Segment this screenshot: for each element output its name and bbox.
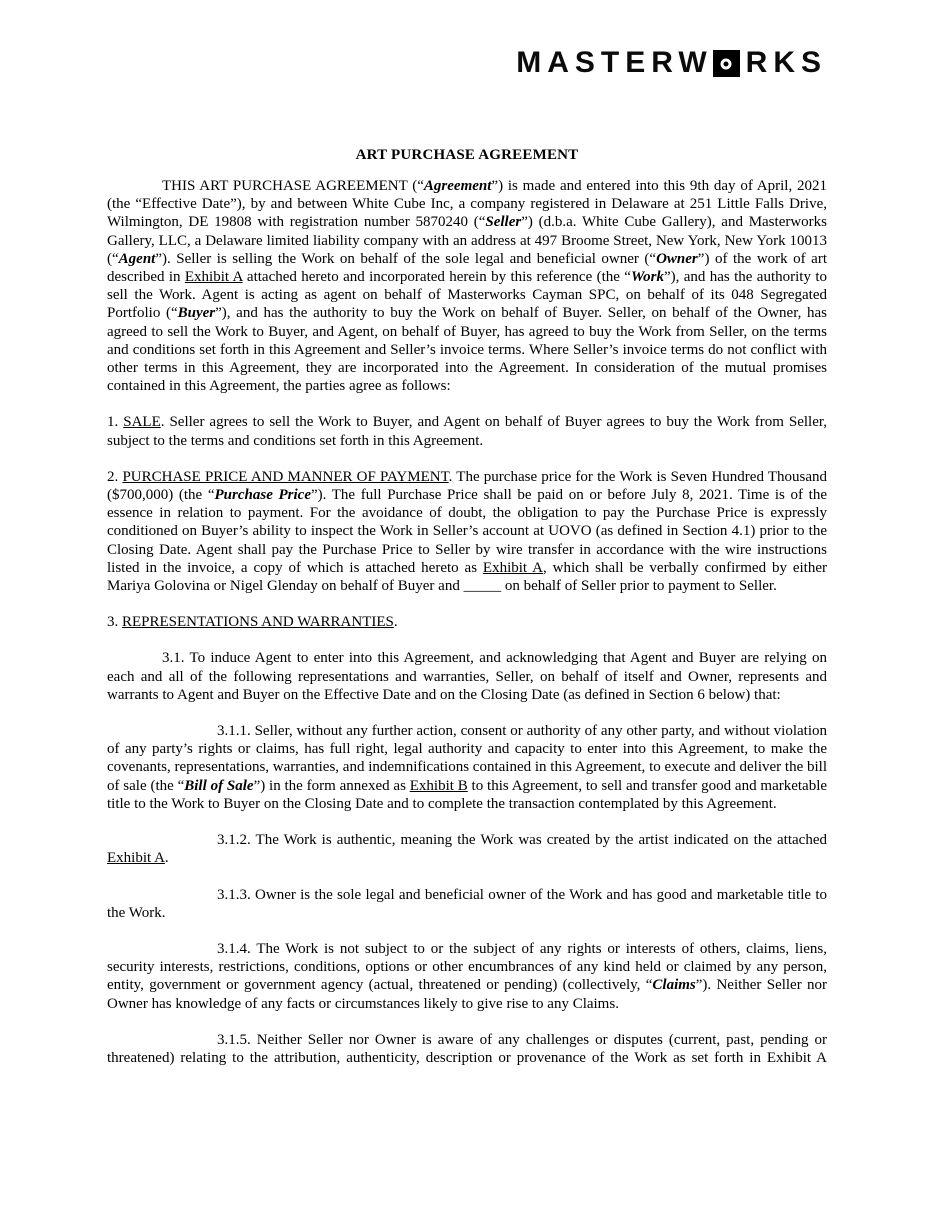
text-run: 3.1.2. The Work is authentic, meaning the Work was created by the artist indicated on the attached [217, 832, 827, 849]
text-run: 3.1.1. Seller, without any further action, consent or authority of any other party, and without violation of any party’s rights or claims, has full right, legal authority and capacity to enter into this Agreement, to make the covenants, representations, warranties, and indemnifications contained in this Agreement, to execute and deliver the bill of sale (the “ [107, 723, 827, 794]
paragraph-clause-3-1-5 [107, 1031, 827, 1067]
defined-term: Claims [652, 977, 696, 994]
logo-text-left: MASTERW [516, 46, 713, 80]
defined-term: Agreement [423, 178, 492, 194]
text-run: 3. [107, 614, 122, 631]
paragraph-clause-3-1 [107, 649, 827, 704]
paragraph-section-2-purchase-price [107, 468, 827, 595]
underlined-text: Exhibit B [409, 777, 468, 794]
defined-term: Owner [656, 250, 698, 267]
text-run: 1. [107, 414, 124, 431]
logo-o-icon [713, 50, 740, 77]
underlined-text: Exhibit A [107, 850, 165, 867]
logo-text-right: RKS [745, 46, 827, 80]
text-run: ”), and has the authority to buy the Work on behalf of Buyer. Seller, on behalf of the Owner, has agreed to sell the Work to Buyer, and Agent, on behalf of Buyer, has agreed to buy the Work from Seller, on the terms and conditions set forth in this Agreement and Seller’s invoice terms. Where Seller’s invoice terms do not conflict with other terms in this Agreement, they are incorporated into the Agreement. In consideration of the mutual promises contained in this Agreement, the parties agree as follows: [107, 305, 827, 395]
paragraph-section-1-sale [107, 413, 827, 449]
underlined-text: Exhibit A [482, 559, 543, 576]
paragraph-clause-3-1-4 [107, 940, 827, 1013]
text-run: , which shall be verbally confirmed by either Mariya Golovina or Nigel Glenday on behalf of Buyer and [107, 559, 828, 595]
logo-ring-icon [721, 58, 732, 69]
text-run: to this Agreement, to sell and transfer good and marketable title to the Work to Buyer on the Closing Date and to complete the transaction contemplated by this Agreement. [107, 777, 828, 812]
defined-term: Work [630, 269, 664, 286]
text-run: ”). Neither Seller nor Owner has knowledge of any facts or circumstances likely to give rise to any Claims. [107, 977, 828, 1012]
text-run: THIS ART PURCHASE AGREEMENT (“ [162, 178, 424, 194]
defined-term: Bill of Sale [184, 777, 254, 794]
defined-term: Buyer [177, 305, 216, 322]
paragraph-preamble [107, 177, 827, 395]
underlined-text: Exhibit A [184, 269, 243, 286]
masterworks-logo [516, 46, 827, 80]
text-run: ”), and has the authority to sell the Work. Agent is acting as agent on behalf of Masterworks Cayman SPC, on behalf of its 048 Segregated Portfolio (“ [107, 269, 827, 322]
paragraph-clause-3-1-1 [107, 722, 827, 813]
text-run: 3.1.5. Neither Seller nor Owner is aware of any challenges or disputes (current, past, pending or threatened) relating to the attribution, authenticity, description or provenance of the Work as set forth in Exhibit A [107, 1031, 827, 1066]
text-run: ”). Seller is selling the Work on behalf of the sole legal and beneficial owner (“ [155, 250, 657, 267]
text-run: ”) of the work of art described in [107, 250, 827, 286]
text-run: attached hereto and incorporated herein by this reference (the “ [242, 269, 631, 286]
text-run: . Seller agrees to sell the Work to Buyer, and Agent on behalf of Buyer agrees to buy the Work from Seller, subject to the terms and conditions set forth in this Agreement. [107, 414, 828, 449]
text-run: on behalf of Seller prior to payment to Seller. [501, 578, 777, 595]
defined-term: Agent [118, 250, 156, 267]
paragraph-section-3-heading [107, 613, 827, 631]
underlined-text: REPRESENTATIONS AND WARRANTIES [122, 614, 394, 631]
text-run: 3.1. To induce Agent to enter into this Agreement, and acknowledging that Agent and Buyer are relying on each and all of the following representations and warranties, Seller, on behalf of itself and Owner, represents and warrants to Agent and Buyer on the Effective Date and on the Closing Date (as defined in Section 6 below) that: [107, 650, 827, 703]
text-run: ”) in the form annexed as [253, 777, 410, 794]
text-run: ”) is made and entered into this 9th day of April, 2021 (the “Effective Date”), by and between White Cube Inc, a company registered in Delaware at 251 Little Falls Drive, Wilmington, DE 19808 with registration number 5870240 (“ [107, 178, 827, 231]
defined-term: Seller [485, 214, 522, 231]
text-run: . [164, 850, 169, 867]
text-run: 3.1.3. Owner is the sole legal and beneficial owner of the Work and has good and marketable title to the Work. [107, 886, 827, 921]
document-title: ART PURCHASE AGREEMENT [355, 147, 579, 163]
text-run: ”). The full Purchase Price shall be paid on or before July 8, 2021. Time is of the essence in relation to payment. For the avoidance of doubt, the obligation to pay the Purchase Price is expressly conditioned on Buyer’s ability to inspect the Work in Seller’s account at UOVO (as defined in Section 4.1) prior to the Closing Date. Agent shall pay the Purchase Price to Seller by wire transfer in accordance with the wire instructions listed in the invoice, a copy of which is attached hereto as [107, 487, 827, 576]
paragraph-clause-3-1-2 [107, 831, 827, 867]
text-run: ”) (d.b.a. White Cube Gallery), and Masterworks Gallery, LLC, a Delaware limited liability company with an address at 497 Broome Street, New York, New York 10013 (“ [107, 214, 828, 267]
text-run: . The purchase price for the Work is Seven Hundred Thousand ($700,000) (the “ [107, 468, 827, 504]
text-run: 3.1.4. The Work is not subject to or the subject of any rights or interests of others, claims, liens, security interests, restrictions, conditions, options or other encumbrances of any kind held or claimed by any person, entity, government or government agency (actual, threatened or pending) (collectively, “ [107, 940, 827, 994]
text-run: 2. [107, 468, 123, 485]
text-run: . [393, 614, 398, 631]
paragraph-clause-3-1-3 [107, 886, 827, 922]
underlined-text: SALE [123, 414, 161, 431]
underlined-text: PURCHASE PRICE AND MANNER OF PAYMENT [122, 468, 449, 485]
header [107, 46, 827, 84]
defined-term: Purchase Price [214, 487, 311, 504]
document-body [107, 177, 827, 1067]
text-run: _____ [463, 578, 502, 595]
